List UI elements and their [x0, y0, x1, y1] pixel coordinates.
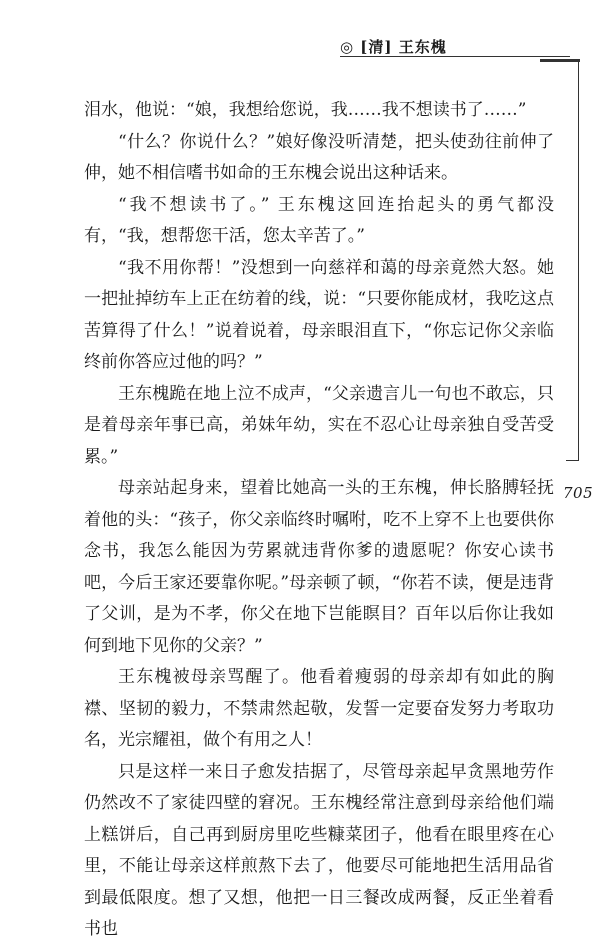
header-rule	[340, 56, 570, 57]
paragraph: 只是这样一来日子愈发拮据了，尽管母亲起早贪黑地劳作仍然改不了家徒四壁的窘况。王东槐经常注意到母亲给他们端上糕饼后，自己再到厨房里吃些糠菜团子，他看在眼里疼在心里，不能让母亲这样煎熬下去了，他要尽可能地把生活用品省到最低限度。想了又想，他把一日三餐改成两餐，反正坐着看书也	[84, 761, 554, 939]
page-number: 705	[563, 484, 594, 502]
body-text	[84, 95, 554, 946]
margin-rule-hook	[566, 460, 579, 461]
paragraph: 母亲站起身来，望着比她高一头的王东槐，伸长胳膊轻抚着他的头：“孩子，你父亲临终时嘱咐，吃不上穿不上也要供你念书，我怎么能因为劳累就违背你爹的遗愿呢？你安心读书吧，今后王家还要靠你呢。”母亲顿了顿，“你若不读，便是违背了父训，是为不孝，你父在地下岂能瞑目？百年以后你让我如何到地下见你的父亲？”	[84, 478, 554, 656]
margin-rule	[578, 62, 579, 460]
paragraph: “我不想读书了。” 王东槐这回连抬起头的勇气都没有，“我，想帮您干活，您太辛苦了。”	[84, 194, 554, 246]
paragraph: 王东槐跪在地上泣不成声，“父亲遗言儿一句也不敢忘，只是着母亲年事已高，弟妹年幼，实在不忍心让母亲独自受苦受累。”	[84, 383, 554, 467]
paragraph: “我不用你帮！”没想到一向慈祥和蔼的母亲竟然大怒。她一把扯掉纺车上正在纺着的线，说：“只要你能成材，我吃这点苦算得了什么！”说着说着，母亲眼泪直下，“你忘记你父亲临终前你答应过他的吗？”	[84, 257, 554, 372]
paragraph: 王东槐被母亲骂醒了。他看着瘦弱的母亲却有如此的胸襟、坚韧的毅力，不禁肃然起敬，发誓一定要奋发努力考取功名，光宗耀祖，做个有用之人！	[84, 667, 554, 750]
running-header: ◎ [清] 王东槐	[340, 38, 447, 56]
paragraph: 泪水，他说：“娘，我想给您说，我……我不想读书了……”	[84, 100, 527, 120]
paragraph: “什么？你说什么？”娘好像没听清楚，把头使劲往前伸了伸，她不相信嗜书如命的王东槐会说出这种话来。	[84, 131, 554, 183]
header-rule-accent	[540, 59, 580, 62]
